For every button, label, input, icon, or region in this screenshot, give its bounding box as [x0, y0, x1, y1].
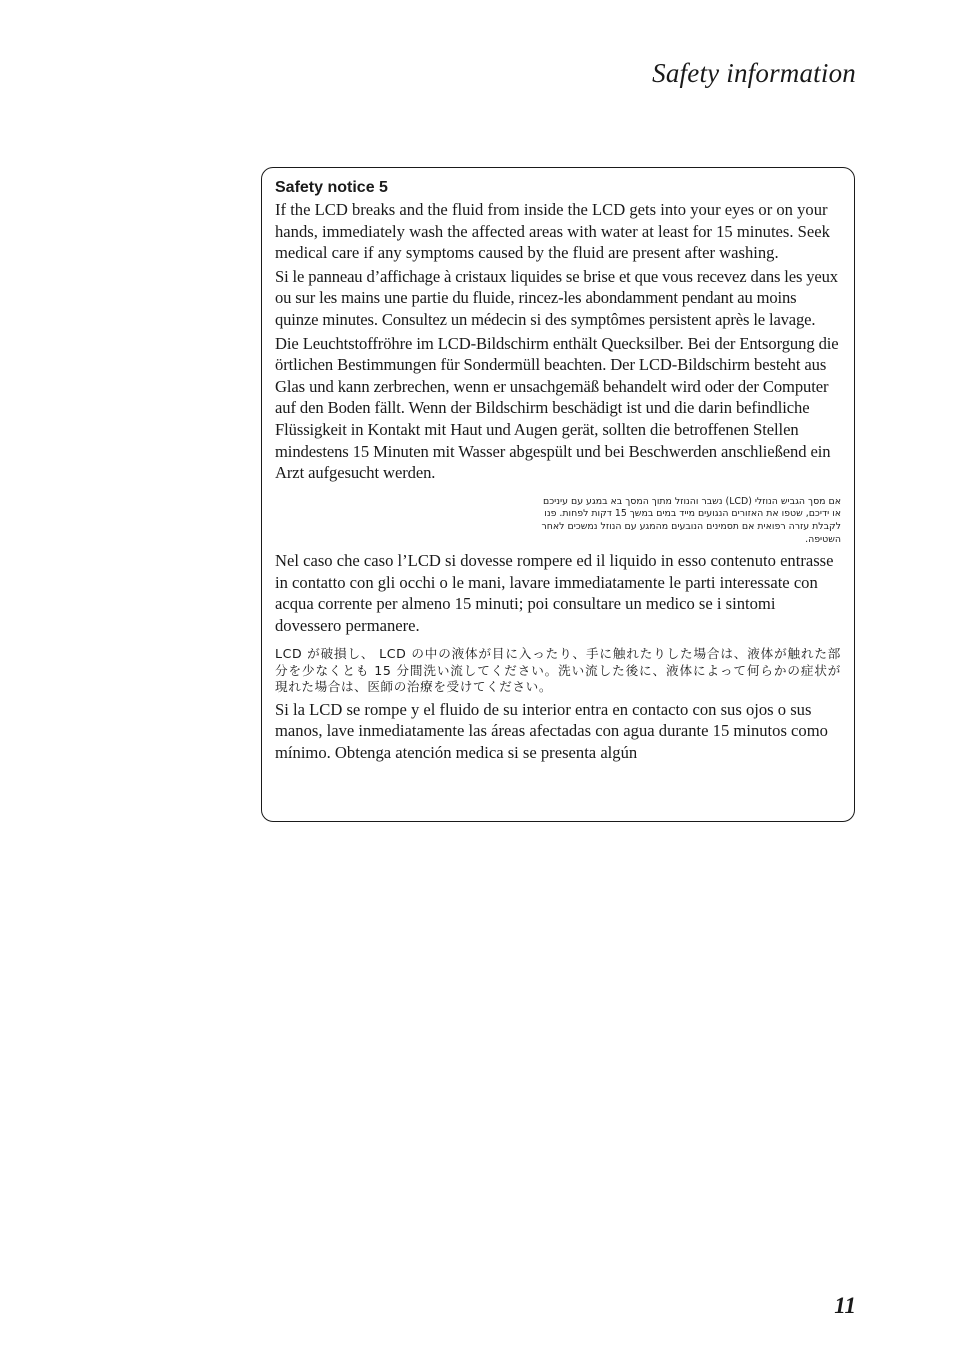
- notice-title: Safety notice 5: [275, 179, 388, 196]
- page-number: 11: [834, 1293, 856, 1318]
- notice-paragraph-japanese: LCD が破損し、 LCD の中の液体が目に入ったり、手に触れたりした場合は、液体が触れた部分を少なくとも 15 分間洗い流してください。洗い流した後に、液体によって何らかの症状が現れた場合は、医師の治療を受けてください。: [275, 646, 841, 695]
- running-header-title: Safety information: [652, 58, 856, 88]
- notice-paragraph-german: Die Leuchtstoffröhre im LCD-Bildschirm enthält Quecksilber. Bei der Entsorgung die örtlichen Bestimmungen für Sondermüll beachten. Der LCD-Bildschirm besteht aus Glas und kann zerbrechen, wenn er unsachgemäß behandelt wird oder der Computer auf den Boden fällt. Wenn der Bildschirm beschädigt ist und die darin befindliche Flüssigkeit in Kontakt mit Haut und Augen gerät, sollten die betroffenen Stellen mindestens 15 Minuten mit Wasser abgespült und bei Beschwerden anschließend ein Arzt aufgesucht werden.: [275, 333, 839, 483]
- notice-paragraph-french: Si le panneau d’affichage à cristaux liquides se brise et que vous recevez dans les yeux ou sur les mains une partie du fluide, rincez-les abondamment pendant au moins quinze minutes. Consultez un médecin si des symptômes persistent après le lavage.: [275, 266, 838, 329]
- notice-paragraph-spanish: Si la LCD se rompe y el fluido de su interior entra en contacto con sus ojos o sus manos, lave inmediatamente las áreas afectadas con agua durante 15 minutos como mínimo. Obtenga atención medica si se presenta algún: [275, 699, 828, 762]
- safety-notice-box: [261, 167, 855, 822]
- notice-paragraph-hebrew: אם מסך הגביש הנוזלי (LCD) נשבר והנוזל מתוך המסך בא במגע עם עיניכם או ידיכם, שטפו את האזורים הנגועים מייד במים במשך 15 דקות לפחות. פנו לקבלת עזרה רפואית אם תסמינים הנובעים מהמגע עם הנוזל נמשכים לאחר השטיפה.: [541, 495, 841, 545]
- notice-paragraph-english: If the LCD breaks and the fluid from inside the LCD gets into your eyes or on your hands, immediately wash the affected areas with water at least for 15 minutes. Seek medical care if any symptoms caused by the fluid are present after washing.: [275, 200, 830, 263]
- notice-paragraph-italian: Nel caso che caso l’LCD si dovesse rompere ed il liquido in esso contenuto entrasse in contatto con gli occhi o le mani, lavare immediatamente le parti interessate con acqua corrente per almeno 15 minuti; poi consultare un medico se i sintomi dovessero permanere.: [275, 551, 834, 635]
